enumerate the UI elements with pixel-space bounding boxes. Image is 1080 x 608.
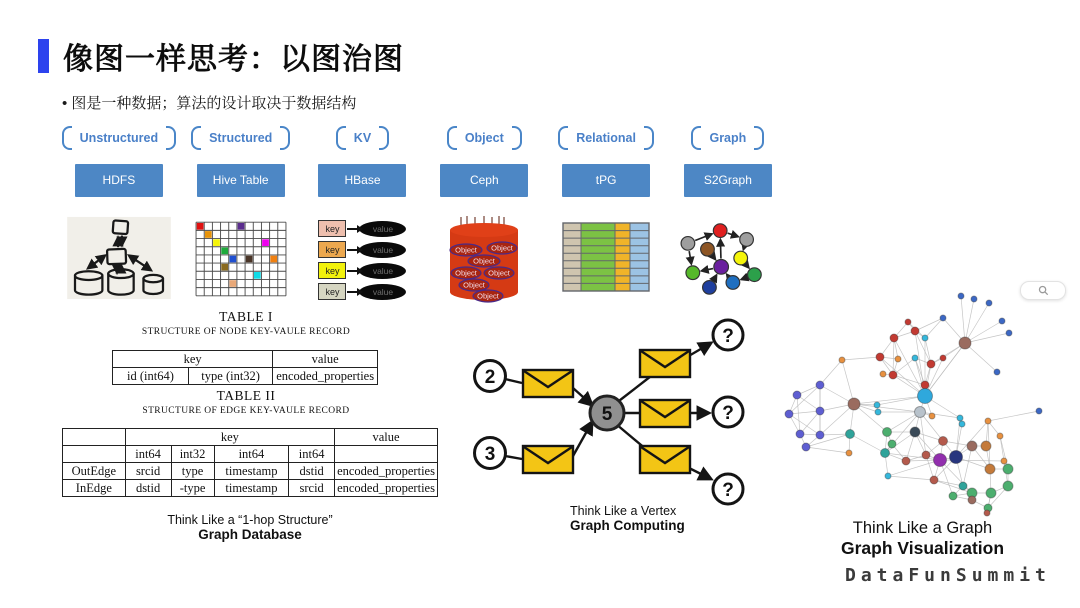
category-kv: KV [336, 126, 389, 150]
bracket-right-icon [754, 126, 764, 150]
vertex-computing-diagram [455, 313, 760, 513]
arrow-icon [347, 291, 358, 293]
bracket-right-icon [644, 126, 654, 150]
category-relational: Relational [558, 126, 654, 150]
bracket-left-icon [691, 126, 701, 150]
category-graph: Graph [691, 126, 764, 150]
magnifier-icon [1038, 285, 1049, 296]
graph-visualization-caption: Think Like a Graph Graph Visualization [840, 519, 1005, 558]
title-row [38, 34, 404, 78]
object-store-icon [439, 210, 529, 305]
svg-text:Object: Object [463, 280, 486, 290]
arrow-icon [347, 270, 358, 272]
page-title: 像图一样思考：以图治图 [63, 43, 404, 76]
bracket-left-icon [62, 126, 72, 150]
key-value-row [318, 220, 406, 237]
key-box: key [318, 220, 346, 237]
bracket-left-icon [558, 126, 568, 150]
table1-caption: TABLE I STRUCTURE OF NODE KEY-VAULE RECORD [141, 309, 351, 337]
table-row: OutEdge srcid type timestamp dstid encoded_properties [63, 463, 438, 480]
node-record-table: key value id (int64) type (int32) encoded_properties [112, 350, 378, 385]
bracket-left-icon [447, 126, 457, 150]
bullet-text: • 图是一种数据；算法的设计取决于数据结构 [62, 95, 357, 112]
key-box: key [318, 262, 346, 279]
key-box: key [318, 241, 346, 258]
system-button-tpg: tPG [562, 164, 650, 197]
svg-text:?: ? [722, 326, 734, 347]
value-oval: value [359, 263, 406, 279]
value-oval: value [359, 242, 406, 258]
title-accent-bar [38, 39, 49, 73]
svg-text:Object: Object [477, 291, 500, 301]
svg-text:Object: Object [455, 268, 478, 278]
system-button-hbase: HBase [318, 164, 406, 197]
arrow-icon [347, 228, 358, 230]
key-value-row [318, 262, 406, 279]
key-box: key [318, 283, 346, 300]
system-button-s2graph: S2Graph [684, 164, 772, 197]
relational-table-icon [559, 218, 654, 302]
edge-record-table: key value int64 int32 int64 int64 OutEdge srcid type timestamp dstid encoded_properties InEdge dstid -type timestamp srcid encoded_properties [62, 428, 438, 497]
zoom-button[interactable] [1020, 281, 1066, 300]
category-row [58, 124, 789, 152]
svg-text:Object: Object [488, 268, 511, 278]
bracket-right-icon [166, 126, 176, 150]
key-value-row [318, 283, 406, 300]
svg-text:2: 2 [484, 367, 496, 388]
graph-computing-caption: Think Like a Vertex Graph Computing [570, 504, 685, 533]
value-oval: value [359, 284, 406, 300]
svg-text:3: 3 [484, 444, 496, 465]
bracket-left-icon [191, 126, 201, 150]
category-object: Object [447, 126, 522, 150]
bracket-left-icon [336, 126, 346, 150]
key-value-icon [318, 220, 406, 300]
arrow-icon [347, 249, 358, 251]
system-button-hdfs: HDFS [75, 164, 163, 197]
system-button-ceph: Ceph [440, 164, 528, 197]
table2-caption: TABLE II STRUCTURE OF EDGE KEY-VAULE RECORD [142, 388, 350, 416]
sparse-matrix-icon [194, 220, 288, 298]
graph-database-caption: Think Like a “1-hop Structure” Graph Database [167, 513, 333, 542]
key-value-row [318, 241, 406, 258]
system-row [58, 163, 789, 197]
svg-text:Object: Object [473, 256, 496, 266]
category-structured: Structured [191, 126, 290, 150]
svg-text:?: ? [722, 403, 734, 424]
svg-text:5: 5 [601, 404, 613, 425]
graph-visualization [782, 280, 1062, 520]
icon-row [58, 210, 789, 310]
property-graph-icon [674, 216, 782, 304]
bracket-right-icon [280, 126, 290, 150]
svg-text:?: ? [722, 480, 734, 501]
bracket-right-icon [379, 126, 389, 150]
system-button-hive-table: Hive Table [197, 164, 285, 197]
svg-text:Object: Object [491, 243, 514, 253]
value-oval: value [359, 221, 406, 237]
datafun-logo: DataFunSummit [845, 565, 1051, 586]
svg-text:Object: Object [455, 245, 478, 255]
bracket-right-icon [512, 126, 522, 150]
category-unstructured: Unstructured [62, 126, 176, 150]
table-row: InEdge dstid -type timestamp srcid encoded_properties [63, 480, 438, 497]
hdfs-sketch-icon [65, 214, 173, 302]
